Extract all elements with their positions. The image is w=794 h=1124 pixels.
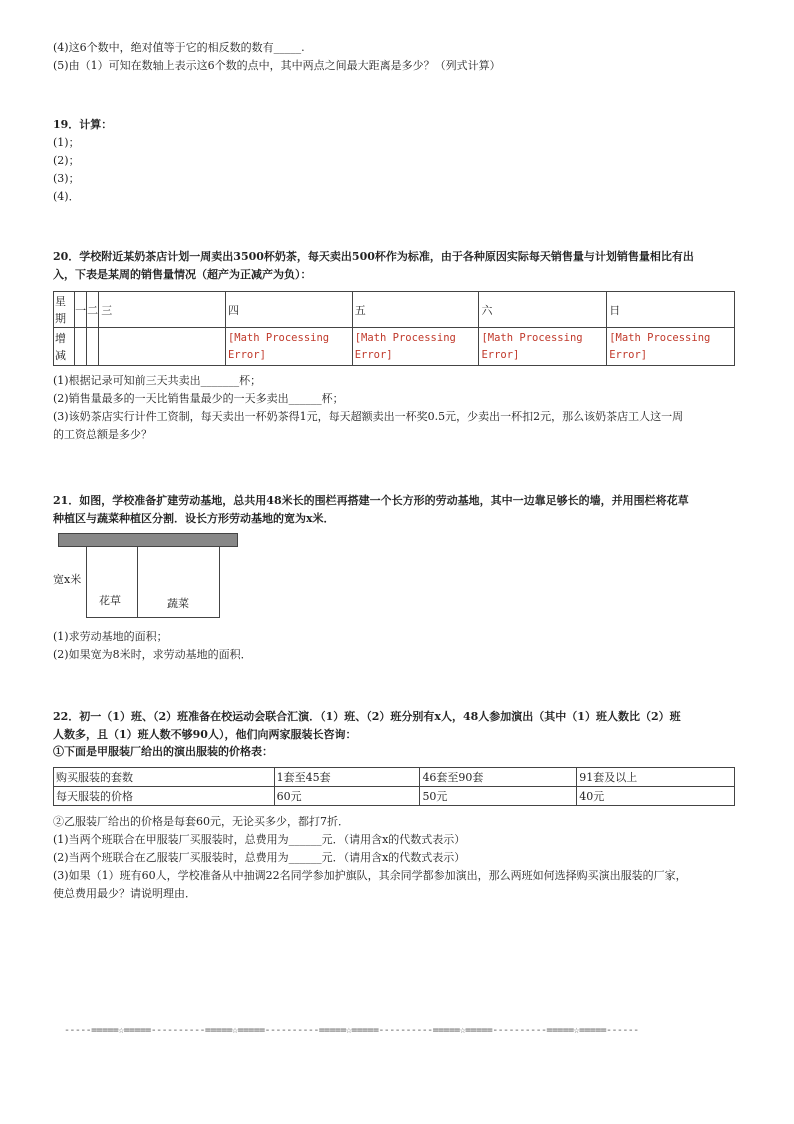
vegetable-label: 蔬菜 [167, 597, 189, 610]
q20-value-5: [Math Processing Error] [352, 328, 479, 366]
q20-values-row [54, 328, 735, 366]
q18-part5: (5)由（1）可知在数轴上表示这6个数的点中，其中两点之间最大距离是多少？（列式计算） [53, 59, 501, 72]
q22-sub3-line1: (3)如果（1）班有60人，学校准备从中抽调22名同学参加护旗队，其余同学都参加演出，那么两班如何选择购买演出服装的厂家， [53, 869, 687, 882]
q21-title-line1: 21．如图，学校准备扩建劳动基地，总共用48米长的围栏再搭建一个长方形的劳动基地，其中一边靠足够长的墙，并用围栏将花草 [53, 494, 689, 507]
q20-value-6: [Math Processing Error] [479, 328, 607, 366]
q19-title: 19．计算： [53, 118, 113, 131]
q20-sub2: (2)销售量最多的一天比销售量最少的一天多卖出______杯； [53, 392, 344, 405]
q22-cell-0-1: 1套至45套 [274, 768, 420, 787]
q20-value-1 [75, 328, 87, 366]
q19-item-2: (2)； [53, 154, 80, 167]
wall [58, 533, 238, 547]
q22-row-sets [54, 768, 735, 787]
q20-value-7: [Math Processing Error] [607, 328, 735, 366]
q22-sub2: (2)当两个班联合在乙服装厂买服装时，总费用为______元．（请用含x的代数式表示） [53, 851, 466, 864]
q22-sub1: (1)当两个班联合在甲服装厂买服装时，总费用为______元．（请用含x的代数式表示） [53, 833, 466, 846]
q18-part4: (4)这6个数中，绝对值等于它的相反数的数有_____. [53, 41, 305, 54]
q22-intro1: ①下面是甲服装厂给出的演出服装的价格表： [53, 745, 273, 758]
q22-sub3-line2: 使总费用最少？请说明理由． [53, 887, 196, 900]
q20-sales-table [53, 291, 735, 366]
q22-title-line1: 22．初一（1）班、（2）班准备在校运动会联合汇演．（1）班、（2）班分别有x人，48人参加演出（其中（1）班人数比（2）班 [53, 710, 681, 723]
q22-title-line2: 人数多，且（1）班人数不够90人），他们向两家服装长咨询： [53, 728, 357, 741]
q20-day-2: 二 [87, 292, 99, 328]
q19-item-1: (1)； [53, 136, 80, 149]
q19-item-4: (4)． [53, 190, 80, 203]
q20-value-4: [Math Processing Error] [225, 328, 352, 366]
q20-value-2 [87, 328, 99, 366]
q20-day-5: 五 [352, 292, 479, 328]
q21-diagram [53, 531, 243, 621]
q20-day-6: 六 [479, 292, 607, 328]
q22-cell-1-3: 40元 [577, 787, 735, 806]
q22-cell-1-0: 每天服装的价格 [54, 787, 275, 806]
q22-row-price [54, 787, 735, 806]
flower-label: 花草 [99, 594, 121, 607]
q20-sub3-line2: 的工资总额是多少？ [53, 428, 152, 441]
q20-row-label: 增减 [54, 328, 75, 366]
q22-cell-0-2: 46套至90套 [420, 768, 577, 787]
q20-day-1: 一 [75, 292, 87, 328]
q22-cell-0-3: 91套及以上 [577, 768, 735, 787]
q20-day-3: 三 [99, 292, 226, 328]
q20-value-3 [99, 328, 226, 366]
width-label: 宽x米 [53, 573, 82, 586]
q20-day-7: 日 [607, 292, 735, 328]
q21-title-line2: 种植区与蔬菜种植区分割．设长方形劳动基地的宽为x米． [53, 512, 335, 525]
q22-intro2: ②乙服装厂给出的价格是每套60元，无论买多少，都打7折． [53, 815, 349, 828]
q22-price-table [53, 767, 735, 806]
q22-cell-1-1: 60元 [274, 787, 420, 806]
q20-title-line2: 入，下表是某周的销售量情况（超产为正减产为负）： [53, 268, 312, 281]
q20-day-4: 四 [225, 292, 352, 328]
q22-cell-0-0: 购买服装的套数 [54, 768, 275, 787]
q20-sub3-line1: (3)该奶茶店实行计件工资制，每天卖出一杯奶茶得1元，每天超额卖出一杯奖0.5元，少卖出一杯扣2元，那么该奶茶店工人这一周 [53, 410, 684, 423]
footer-divider: -----=====☆=====----------=====☆=====----------=====☆=====----------=====☆=====----------=====☆=====------ [64, 1025, 639, 1036]
q20-header-label: 星期 [54, 292, 75, 328]
q20-title-line1: 20．学校附近某奶茶店计划一周卖出3500杯奶茶，每天卖出500杯作为标准，由于各种原因实际每天销售量与计划销售量相比有出 [53, 250, 694, 263]
q21-sub1: (1)求劳动基地的面积； [53, 630, 168, 643]
q19-item-3: (3)； [53, 172, 80, 185]
q21-sub2: (2)如果宽为8米时，求劳动基地的面积． [53, 648, 252, 661]
q20-sub1: (1)根据记录可知前三天共卖出_______杯； [53, 374, 262, 387]
q20-header-row [54, 292, 735, 328]
q22-cell-1-2: 50元 [420, 787, 577, 806]
